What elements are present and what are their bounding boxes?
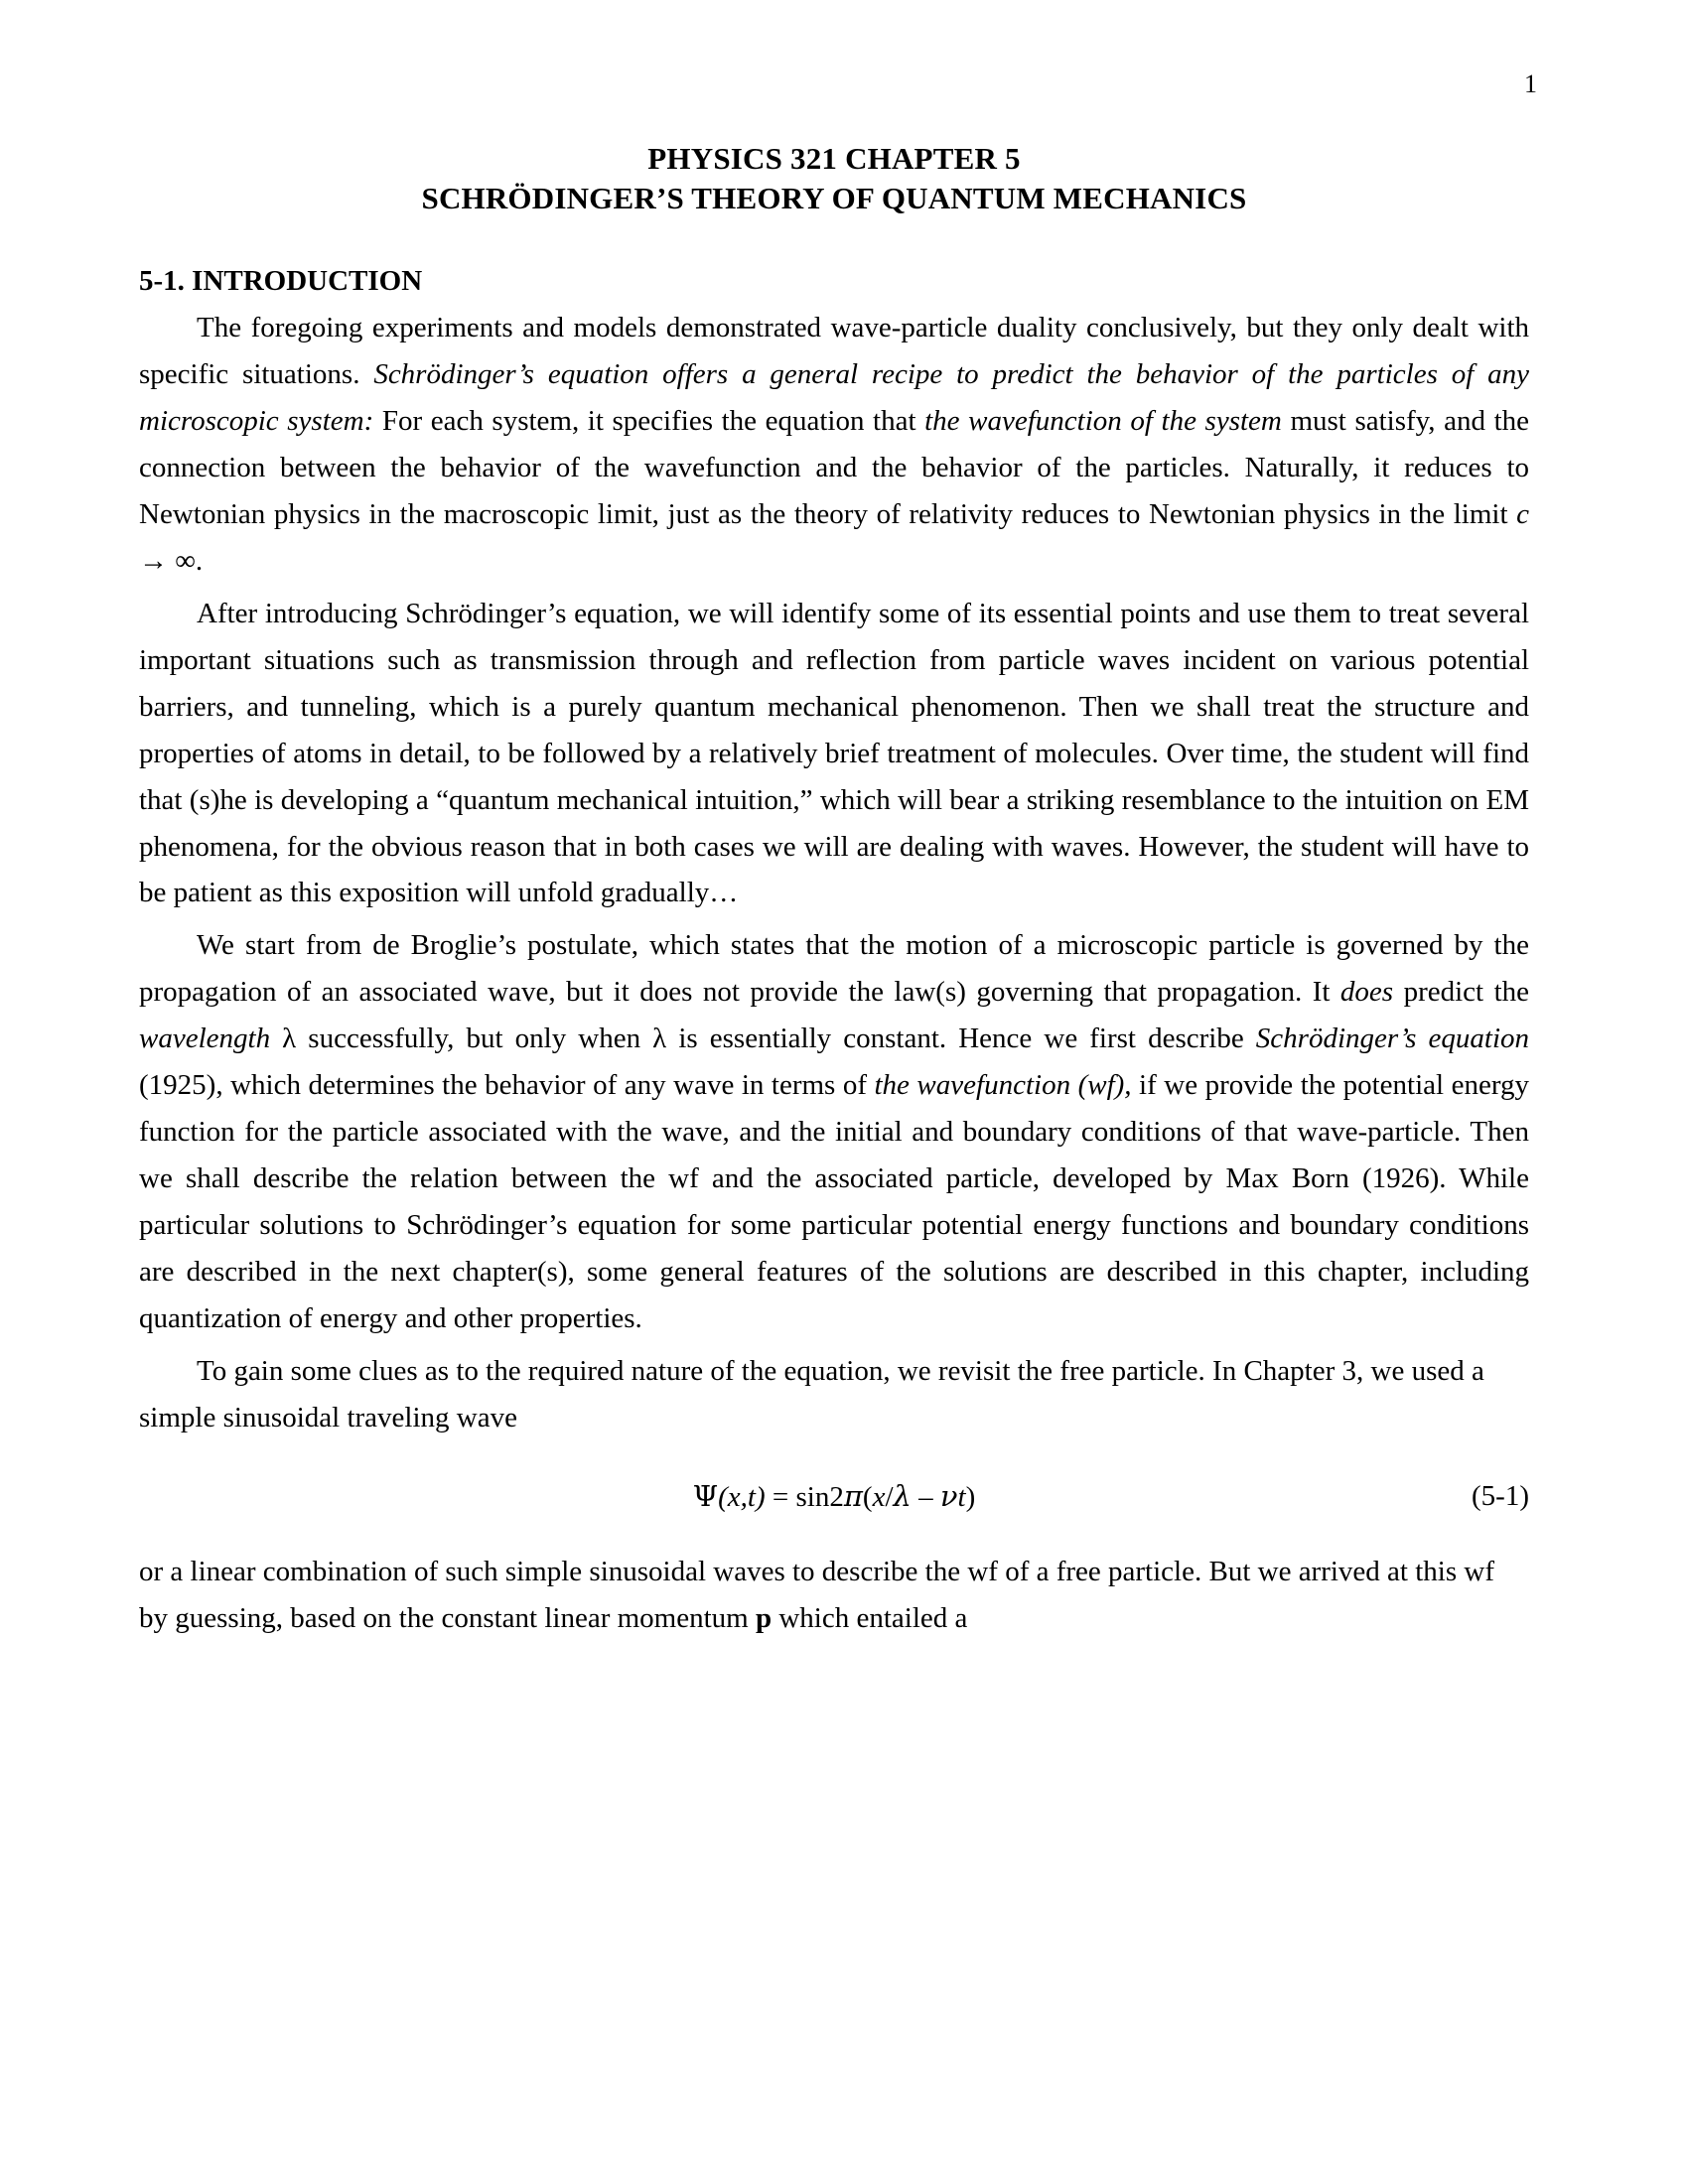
equation-t-variable: t bbox=[957, 1481, 966, 1514]
equation-number-5-1: (5-1) bbox=[1472, 1480, 1529, 1513]
paragraph-3-text-d: (1925), which determines the behavior of any wave in terms of bbox=[139, 1069, 875, 1102]
paragraph-1-text-b: For each system, it specifies the equation that bbox=[373, 404, 925, 437]
paragraph-3-text-c: λ successfully, but only when λ is essentially constant. Hence we first describe bbox=[270, 1023, 1256, 1055]
equation-slash: / bbox=[885, 1481, 894, 1514]
paragraph-5-bold-momentum: p bbox=[755, 1602, 773, 1635]
equation-nu-symbol: ν bbox=[939, 1479, 958, 1514]
equation-5-1-row bbox=[139, 1475, 1529, 1519]
paragraph-1-math-variable-c: c bbox=[1516, 497, 1529, 530]
page-number: 1 bbox=[1524, 69, 1537, 98]
paragraph-1-italic-b: the wavefunction of the system bbox=[924, 404, 1282, 437]
equation-lambda-symbol: λ bbox=[893, 1479, 912, 1514]
paragraph-3-italic-c: Schrödinger’s equation bbox=[1255, 1023, 1530, 1055]
paragraph-5 bbox=[139, 1549, 1529, 1642]
paragraph-1-text-c: must satisfy, and the connection between the behavior of the wavefunction and the behavior of the particles. Naturally, it reduces to Newtonian physics in the macroscopic limit, just as the theory of relativity reduces to Newtonian physics in the limit bbox=[139, 404, 1530, 530]
paragraph-5-text-a: or a linear combination of such simple sinusoidal waves to describe the wf of a free particle. But we arrived at this wf by guessing, based on the constant linear momentum bbox=[139, 1556, 1494, 1635]
paragraph-3-text-a: We start from de Broglie’s postulate, which states that the motion of a microscopic particle is governed by the propagation of an associated wave, but it does not provide the law(s) governing that propagation. It bbox=[139, 929, 1529, 1009]
equation-equals-sin2: = sin2 bbox=[765, 1481, 844, 1514]
document-title-line-2: SCHRÖDINGER’S THEORY OF QUANTUM MECHANICS bbox=[421, 181, 1247, 216]
equation-psi-symbol: Ψ bbox=[692, 1479, 719, 1514]
document-title-line-1: PHYSICS 321 CHAPTER 5 bbox=[647, 141, 1021, 176]
paragraph-3-italic-d: the wavefunction (wf), bbox=[874, 1069, 1132, 1102]
equation-pi-symbol: π bbox=[843, 1479, 863, 1514]
paragraph-5-text-b: which entailed a bbox=[772, 1602, 968, 1635]
paragraph-1-italic-a: Schrödinger’s equation offers a general recipe to predict the behavior of the particles of any microscopic system: bbox=[139, 357, 1530, 437]
equation-open-paren: ( bbox=[862, 1481, 873, 1514]
document-title bbox=[139, 139, 1529, 219]
equation-x-variable: x bbox=[872, 1481, 886, 1514]
equation-arguments: (x,t) bbox=[718, 1481, 766, 1514]
section-heading-introduction: 5-1. INTRODUCTION bbox=[139, 264, 423, 297]
paragraph-2 bbox=[139, 591, 1529, 917]
paragraph-3-italic-b: wavelength bbox=[139, 1023, 271, 1055]
paragraph-3-text-e: if we provide the potential energy function for the particle associated with the wave, and the initial and boundary conditions of that wave-particle. Then we shall describe the relation between the wf and the associated particle, developed by Max Born (1926). While particular solutions to Schrödinger’s equation for some particular potential energy functions and boundary conditions are described in the next chapter(s), some general features of the solutions are described in this chapter, including quantization of energy and other properties. bbox=[139, 1069, 1529, 1335]
paragraph-1 bbox=[139, 305, 1529, 585]
paragraph-3-italic-a: does bbox=[1339, 976, 1394, 1009]
paragraph-3 bbox=[139, 922, 1529, 1342]
paragraph-1-text-d: → ∞. bbox=[139, 544, 204, 577]
paragraph-4-text: To gain some clues as to the required nature of the equation, we revisit the free particle. In Chapter 3, we used a simple sinusoidal traveling wave bbox=[139, 1355, 1484, 1434]
paragraph-3-text-b: predict the bbox=[1393, 976, 1529, 1009]
page-content bbox=[139, 139, 1529, 1642]
paragraph-2-text: After introducing Schrödinger’s equation, we will identify some of its essential points and use them to treat several important situations such as transmission through and reflection from particle waves incident on various potential barriers, and tunneling, which is a purely quantum mechanical phenomenon. Then we shall treat the structure and properties of atoms in detail, to be followed by a relatively brief treatment of molecules. Over time, the student will find that (s)he is developing a “quantum mechanical intuition,” which will bear a striking resemblance to the intuition on EM phenomena, for the obvious reason that in both cases we will are dealing with waves. However, the student will have to be patient as this exposition will unfold gradually… bbox=[139, 597, 1529, 909]
equation-minus: – bbox=[911, 1481, 940, 1514]
equation-close-paren: ) bbox=[965, 1481, 976, 1514]
paragraph-1-text-a: The foregoing experiments and models demonstrated wave-particle duality conclusively, but they only dealt with specific situations. bbox=[139, 311, 1529, 390]
equation-5-1-body bbox=[139, 1475, 1529, 1520]
paragraph-4 bbox=[139, 1348, 1529, 1441]
